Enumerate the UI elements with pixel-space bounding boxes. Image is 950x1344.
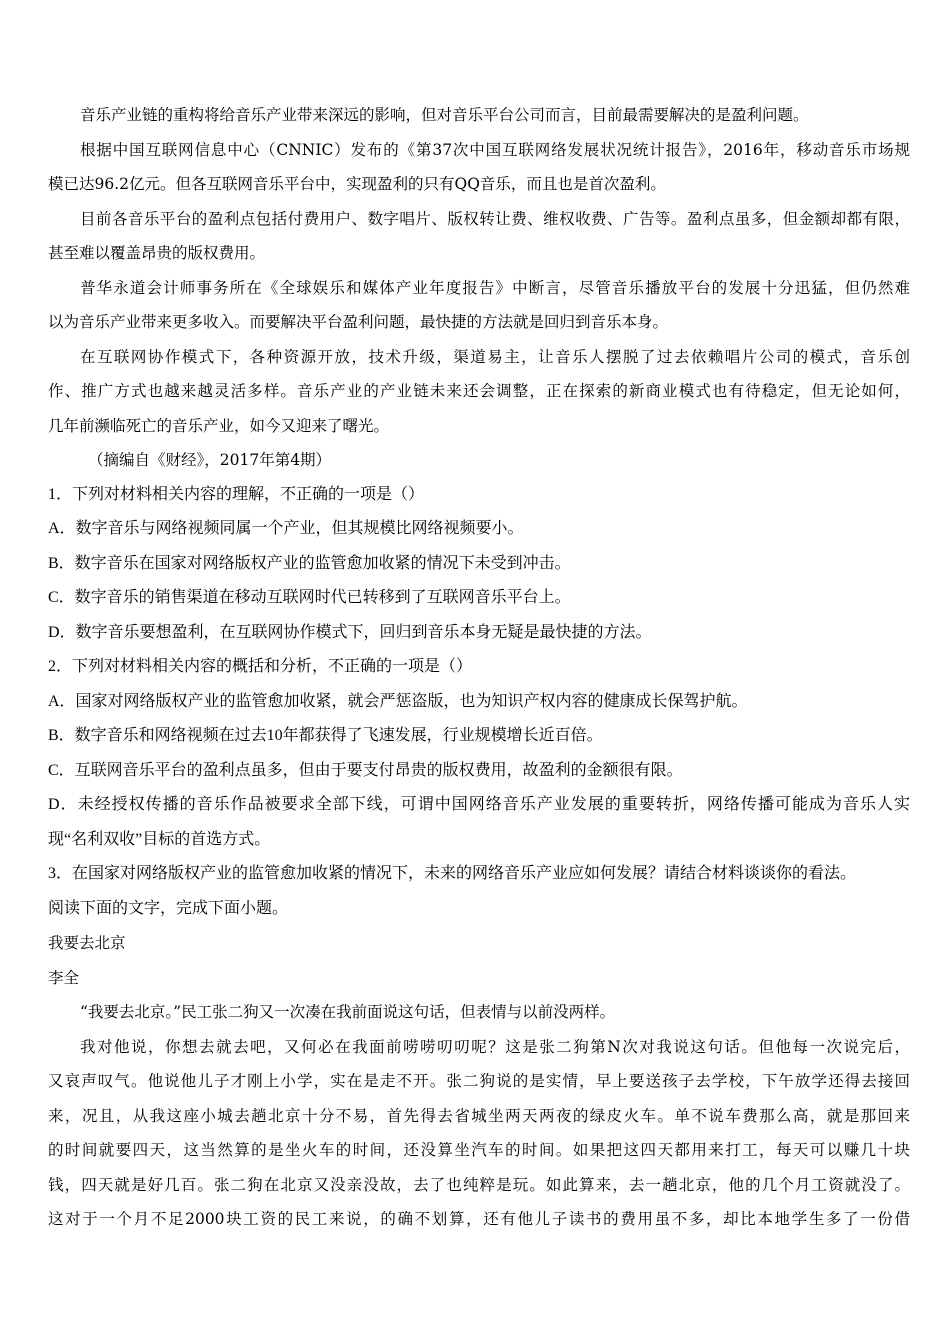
question-2-option-b: B．数字音乐和网络视频在过去10年都获得了飞速发展，行业规模增长近百倍。 bbox=[48, 727, 603, 744]
material-paragraph: 模已达96.2亿元。但各互联网音乐平台中，实现盈利的只有QQ音乐，而且也是首次盈利。 bbox=[48, 175, 666, 193]
question-2-option-d: D．未经授权传播的音乐作品被要求全部下线，可谓中国网络音乐产业发展的重要转折，网络传播可能成为音乐人实 bbox=[48, 796, 910, 813]
question-2-option-c: C．互联网音乐平台的盈利点虽多，但由于要支付昂贵的版权费用，故盈利的金额很有限。 bbox=[48, 761, 683, 779]
story-paragraph: 这对于一个月不足2000块工资的民工来说，的确不划算，还有他儿子读书的费用虽不多，却比本地学生多了一份借 bbox=[48, 1210, 910, 1228]
story-paragraph: 又哀声叹气。他说他儿子才刚上小学，实在是走不开。张二狗说的是实情，早上要送孩子去学校，下午放学还得去接回 bbox=[48, 1072, 910, 1090]
story-title: 我要去北京 bbox=[48, 934, 126, 952]
story-paragraph: “我要去北京。”民工张二狗又一次凑在我前面说这句话，但表情与以前没两样。 bbox=[80, 1003, 616, 1021]
material-paragraph: 音乐产业链的重构将给音乐产业带来深远的影响，但对音乐平台公司而言，目前最需要解决的是盈利问题。 bbox=[80, 106, 809, 124]
material-paragraph: 作、推广方式也越来越灵活多样。音乐产业的产业链未来还会调整，正在探索的新商业模式也有待稳定，但无论如何， bbox=[48, 382, 910, 400]
material-paragraph: 根据中国互联网信息中心（CNNIC）发布的《第37次中国互联网络发展状况统计报告》，2016年，移动音乐市场规 bbox=[80, 140, 910, 159]
question-2-stem: 2．下列对材料相关内容的概括和分析，不正确的一项是（） bbox=[48, 658, 473, 675]
question-1-option-a: A．数字音乐与网络视频同属一个产业，但其规模比网络视频要小。 bbox=[48, 520, 524, 537]
question-2-option-a: A．国家对网络版权产业的监管愈加收紧，就会严惩盗版，也为知识产权内容的健康成长保驾护航。 bbox=[48, 692, 748, 710]
material-paragraph: 目前各音乐平台的盈利点包括付费用户、数字唱片、版权转让费、维权收费、广告等。盈利点虽多，但金额却都有限， bbox=[80, 209, 910, 228]
story-author: 李全 bbox=[48, 968, 80, 987]
material-paragraph: 以为音乐产业带来更多收入。而要解决平台盈利问题，最快捷的方法就是回归到音乐本身。 bbox=[48, 313, 669, 331]
material-paragraph: 甚至难以覆盖昂贵的版权费用。 bbox=[48, 244, 266, 262]
source-citation: （摘编自《财经》，2017年第4期） bbox=[88, 451, 332, 469]
question-1-option-b: B．数字音乐在国家对网络版权产业的监管愈加收紧的情况下未受到冲击。 bbox=[48, 554, 571, 572]
document-page bbox=[48, 98, 910, 1237]
question-3-stem: 3．在国家对网络版权产业的监管愈加收紧的情况下，未来的网络音乐产业应如何发展？请结合材料谈谈你的看法。 bbox=[48, 865, 857, 882]
question-1-option-d: D．数字音乐要想盈利，在互联网协作模式下，回归到音乐本身无疑是最快捷的方法。 bbox=[48, 623, 652, 641]
reading-instruction: 阅读下面的文字，完成下面小题。 bbox=[48, 899, 289, 917]
story-paragraph: 我对他说，你想去就去吧，又何必在我面前唠唠叨叨呢？这是张二狗第N次对我说这句话。但他每一次说完后， bbox=[80, 1037, 910, 1056]
material-paragraph: 几年前濒临死亡的音乐产业，如今又迎来了曙光。 bbox=[48, 416, 390, 435]
story-paragraph: 的时间就要四天，这当然算的是坐火车的时间，还没算坐汽车的时间。如果把这四天都用来打工，每天可以赚几十块 bbox=[48, 1141, 910, 1159]
material-paragraph: 在互联网协作模式下，各种资源开放，技术升级，渠道易主，让音乐人摆脱了过去依赖唱片公司的模式，音乐创 bbox=[80, 347, 910, 366]
question-2-option-d-cont: 现“名利双收”目标的首选方式。 bbox=[48, 830, 271, 848]
question-1-stem: 1．下列对材料相关内容的理解，不正确的一项是（） bbox=[48, 485, 425, 503]
material-paragraph: 普华永道会计师事务所在《全球娱乐和媒体产业年度报告》中断言，尽管音乐播放平台的发展十分迅猛，但仍然难 bbox=[80, 278, 910, 297]
story-paragraph: 钱，四天就是好几百。张二狗在北京又没亲没故，去了也纯粹是玩。如此算来，去一趟北京，他的几个月工资就没了。 bbox=[48, 1175, 910, 1194]
story-paragraph: 来，况且，从我这座小城去趟北京十分不易，首先得去省城坐两天两夜的绿皮火车。单不说车费那么高，就是那回来 bbox=[48, 1106, 910, 1125]
question-1-option-c: C．数字音乐的销售渠道在移动互联网时代已转移到了互联网音乐平台上。 bbox=[48, 589, 571, 606]
